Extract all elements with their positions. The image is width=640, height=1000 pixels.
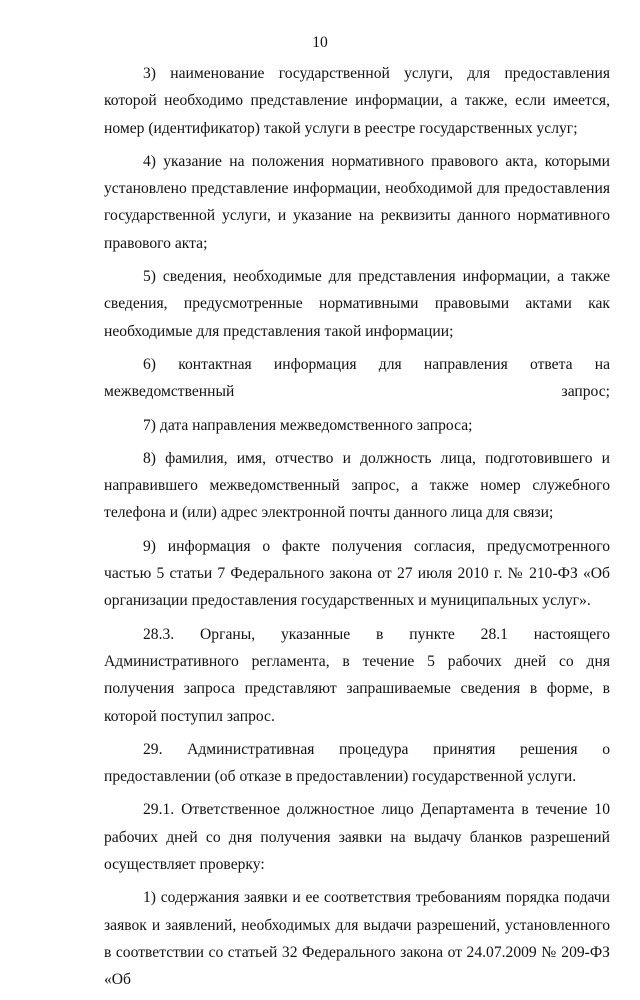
list-item-7: 7) дата направления межведомственного запроса; — [143, 416, 473, 434]
page-number: 10 — [312, 34, 328, 51]
list-item-5: 5) сведения, необходимые для представления информации, а также сведения, предусмотренные нормативными правовыми актами как необходимые для представления такой информации; — [104, 268, 610, 340]
list-item-6: 6) контактная информация для направления ответа на межведомственный запрос; — [104, 355, 610, 401]
list-item-9: 9) информация о факте получения согласия, предусмотренного частью 5 статьи 7 Федерального закона от 27 июля 2010 г. № 210-ФЗ «Об организации предоставления государственных и муниципальных услуг». — [104, 537, 610, 610]
list-item-4: 4) указание на положения нормативного правового акта, которыми установлено представление информации, необходимой для предоставления государственной услуги, и указание на реквизиты данного нормативного правового акта; — [104, 152, 610, 252]
clause-29: 29. Административная процедура принятия решения о предоставлении (об отказе в предоставлении) государственной услуги. — [104, 740, 610, 786]
clause-29-1: 29.1. Ответственное должностное лицо Департамента в течение 10 рабочих дней со дня получения заявки на выдачу бланков разрешений осуществляет проверку: — [104, 801, 610, 874]
clause-28-3: 28.3. Органы, указанные в пункте 28.1 настоящего Административного регламента, в течение 5 рабочих дней со дня получения запроса представляют запрашиваемые сведения в форме, в которой поступил запрос. — [104, 625, 610, 725]
document-body — [104, 60, 610, 1000]
list-item-3: 3) наименование государственной услуги, для предоставления которой необходимо представление информации, а также, если имеется, номер (идентификатор) такой услуги в реестре государственных услуг; — [104, 65, 610, 137]
list-item-8: 8) фамилия, имя, отчество и должность лица, подготовившего и направившего межведомственный запрос, а также номер служебного телефона и (или) адрес электронной почты данного лица для связи; — [104, 449, 610, 522]
check-item-1: 1) содержания заявки и ее соответствия требованиям порядка подачи заявок и заявлений, необходимых для выдачи разрешений, установленного в соответствии со статьей 32 Федерального закона от 24.07.2009 № 209-ФЗ «Об — [104, 889, 610, 989]
